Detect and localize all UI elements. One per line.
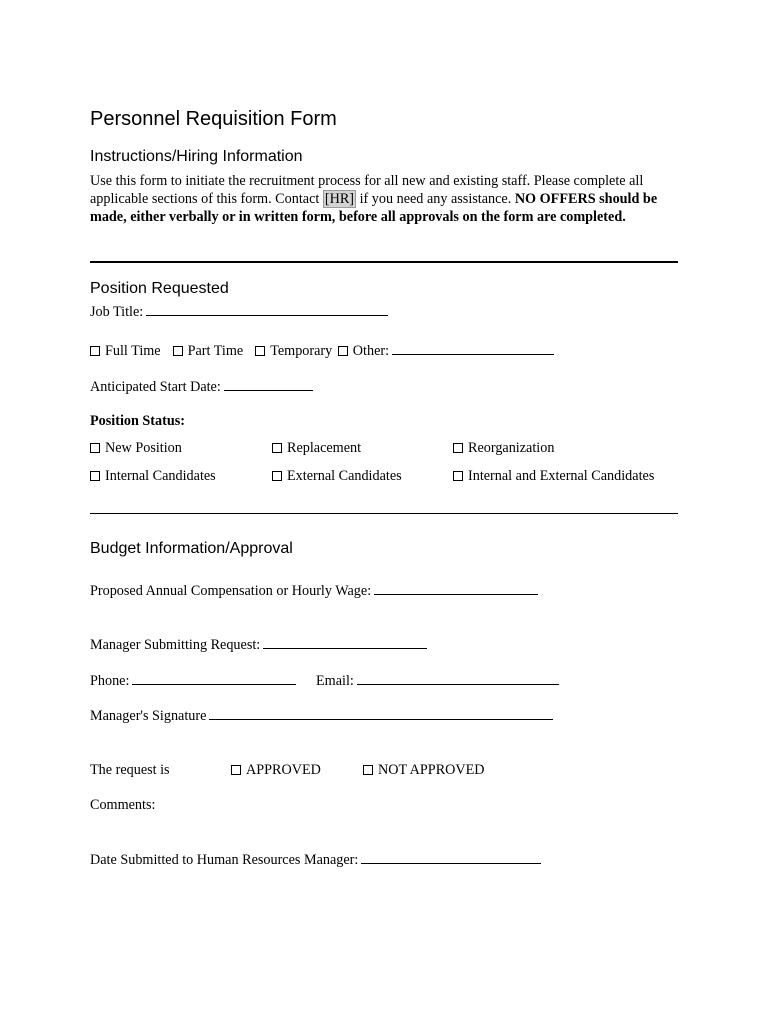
candidate-option-both[interactable]: [453, 467, 654, 485]
form-page: [90, 0, 680, 1024]
part-time-label: Part Time: [187, 343, 244, 359]
new-position-label: New Position: [105, 440, 182, 456]
budget-heading: Budget Information/Approval: [90, 540, 293, 557]
start-date-field[interactable]: [224, 377, 313, 391]
no-offers-warning: NO OFFERS should be made, either verbally or in written form, before all approvals on the form are completed.: [90, 191, 658, 225]
section-divider-thick: [90, 261, 678, 263]
not-approved-checkbox[interactable]: [363, 765, 373, 775]
other-checkbox[interactable]: [338, 346, 348, 356]
instructions-paragraph: [90, 172, 680, 226]
external-candidates-label: External Candidates: [287, 468, 402, 484]
status-option-replacement[interactable]: [272, 439, 361, 457]
comments-label: Comments:: [90, 797, 156, 813]
instructions-text-2: if you need any assistance.: [356, 191, 515, 207]
status-option-reorganization[interactable]: [453, 439, 554, 457]
not-approved-label: NOT APPROVED: [378, 762, 485, 778]
temporary-option[interactable]: [255, 342, 332, 360]
both-candidates-checkbox[interactable]: [453, 471, 463, 481]
page-title: Personnel Requisition Form: [90, 108, 337, 130]
part-time-checkbox[interactable]: [173, 346, 183, 356]
signature-row: [90, 706, 553, 725]
manager-field[interactable]: [263, 635, 427, 649]
compensation-row: [90, 581, 538, 600]
temporary-label: Temporary: [270, 343, 333, 359]
part-time-option[interactable]: [173, 342, 244, 360]
job-title-label: Job Title:: [90, 304, 144, 320]
internal-candidates-checkbox[interactable]: [90, 471, 100, 481]
external-candidates-checkbox[interactable]: [272, 471, 282, 481]
full-time-checkbox[interactable]: [90, 346, 100, 356]
full-time-label: Full Time: [105, 343, 161, 359]
job-title-field[interactable]: [146, 302, 388, 316]
email-row: [316, 671, 559, 690]
email-field[interactable]: [357, 671, 559, 685]
email-label: Email:: [316, 673, 354, 689]
manager-label: Manager Submitting Request:: [90, 637, 261, 653]
approved-checkbox[interactable]: [231, 765, 241, 775]
other-field[interactable]: [392, 341, 554, 355]
request-status-label: The request is: [90, 762, 170, 778]
phone-field[interactable]: [132, 671, 296, 685]
approved-label: APPROVED: [246, 762, 321, 778]
start-date-row: [90, 377, 313, 396]
replacement-checkbox[interactable]: [272, 443, 282, 453]
candidate-option-external[interactable]: [272, 467, 402, 485]
new-position-checkbox[interactable]: [90, 443, 100, 453]
date-submitted-label: Date Submitted to Human Resources Manager:: [90, 852, 359, 868]
phone-label: Phone:: [90, 673, 130, 689]
both-candidates-label: Internal and External Candidates: [468, 468, 655, 484]
date-submitted-row: [90, 850, 541, 869]
internal-candidates-label: Internal Candidates: [105, 468, 216, 484]
manager-row: [90, 635, 427, 654]
position-status-label: Position Status:: [90, 413, 185, 429]
temporary-checkbox[interactable]: [255, 346, 265, 356]
candidate-option-internal[interactable]: [90, 467, 216, 485]
employment-type-row: [90, 341, 566, 360]
section-divider-thin: [90, 513, 678, 514]
job-title-row: [90, 302, 388, 321]
compensation-field[interactable]: [374, 581, 538, 595]
full-time-option[interactable]: [90, 342, 161, 360]
approved-option[interactable]: [231, 761, 321, 779]
hr-contact-tag: [HR]: [324, 191, 355, 207]
signature-label: Manager's Signature: [90, 708, 207, 724]
other-option[interactable]: [338, 341, 554, 360]
compensation-label: Proposed Annual Compensation or Hourly Wage:: [90, 583, 372, 599]
date-submitted-field[interactable]: [361, 850, 541, 864]
position-heading: Position Requested: [90, 280, 229, 297]
reorganization-checkbox[interactable]: [453, 443, 463, 453]
signature-field[interactable]: [209, 706, 553, 720]
instructions-text-1: Use this form to initiate the recruitment process for all new and existing staff. Please complete all applicable sections of this form. Contact: [90, 173, 644, 207]
replacement-label: Replacement: [287, 440, 362, 456]
phone-row: [90, 671, 296, 690]
start-date-label: Anticipated Start Date:: [90, 379, 221, 395]
not-approved-option[interactable]: [363, 761, 485, 779]
instructions-heading: Instructions/Hiring Information: [90, 148, 303, 165]
other-label: Other:: [352, 343, 390, 359]
reorganization-label: Reorganization: [468, 440, 555, 456]
status-option-new[interactable]: [90, 439, 182, 457]
